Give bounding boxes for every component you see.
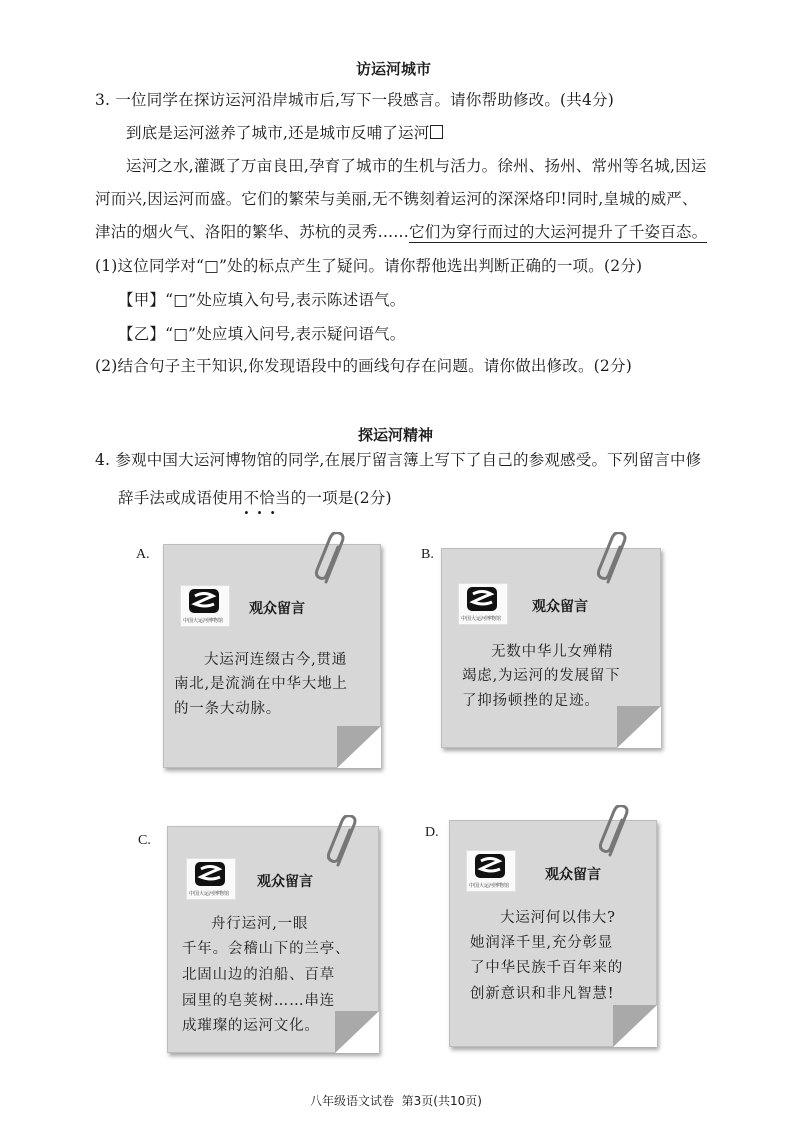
note-a-heading: 观众留言 (249, 601, 305, 617)
museum-logo-icon: 中国大运河博物馆 (180, 585, 230, 627)
underlined-sentence: 它们为穿行而过的大运河提升了千姿百态。 (409, 223, 708, 241)
essay-line-3 (95, 220, 707, 242)
museum-logo-icon: 中国大运河博物馆 (466, 850, 516, 892)
museum-logo-icon: 中国大运河博物馆 (458, 583, 508, 625)
note-c-fold-back (335, 1011, 379, 1053)
note-c-line-5: 成璀璨的运河文化。 (182, 1018, 320, 1034)
note-c-line-4: 园里的皂荚树……串连 (182, 993, 335, 1009)
note-c-line-2: 千年。会稽山下的兰亭、 (182, 941, 351, 957)
essay-line-3-text: 津沽的烟火气、洛阳的繁华、苏杭的灵秀…… (95, 223, 410, 241)
note-d-heading: 观众留言 (545, 867, 601, 883)
essay-line-1: 运河之水,灌溉了万亩良田,孕育了城市的生机与活力。徐州、扬州、常州等名城,因运 (126, 157, 707, 175)
note-a-line-2: 南北,是流淌在中华大地上 (174, 676, 348, 692)
question-3-prompt: 3. 一位同学在探访运河沿岸城市后,写下一段感言。请你帮助修改。(共4分) (95, 91, 615, 109)
note-a-line-3: 的一条大动脉。 (174, 701, 282, 717)
question-4-line-2-pre: 辞手法或成语使用 (118, 489, 244, 507)
note-b-line-1: 无数中华儿女殚精 (491, 644, 614, 660)
option-b-label: B. (421, 547, 434, 562)
section-title-cities: 访运河城市 (356, 60, 432, 78)
emphasized-phrase: 不恰当 · · · (244, 489, 291, 507)
option-c-label: C. (138, 833, 151, 848)
note-c-line-3: 北固山边的泊船、百草 (182, 967, 335, 983)
question-4-line-1: 4. 参观中国大运河博物馆的同学,在展厅留言簿上写下了自己的参观感受。下列留言中修 (95, 451, 702, 469)
note-a-fold-back (337, 726, 381, 768)
option-jia: 【甲】“□”处应填入句号,表示陈述语气。 (118, 291, 406, 309)
essay-heading-text: 到底是运河滋养了城市,还是城市反哺了运河 (126, 124, 430, 142)
page-footer: 八年级语文试卷 第3页(共10页) (310, 1094, 482, 1108)
museum-logo-icon: 中国大运河博物馆 (186, 858, 236, 900)
question-4-line-2-post: 的一项是(2分) (290, 489, 392, 507)
paperclip-icon (326, 815, 366, 873)
note-c-heading: 观众留言 (257, 874, 313, 890)
sub-question-2: (2)结合句子主干知识,你发现语段中的画线句存在问题。请你做出修改。(2分) (95, 357, 632, 375)
note-d-fold-back (613, 1005, 657, 1047)
section-title-spirit: 探运河精神 (358, 426, 434, 444)
paperclip-icon (596, 532, 636, 590)
note-b-line-2: 竭虑,为运河的发展留下 (462, 668, 621, 684)
note-d-line-3: 了中华民族千百年来的 (470, 960, 623, 976)
essay-line-2: 河而兴,因运河而盛。它们的繁荣与美丽,无不镌刻着运河的深深烙印!同时,皇城的威严、 (95, 190, 698, 208)
option-d-label: D. (425, 825, 439, 840)
paperclip-icon (598, 805, 638, 863)
note-b-line-3: 了抑扬顿挫的足迹。 (462, 693, 600, 709)
note-d-line-2: 她润泽千里,充分彰显 (470, 935, 614, 951)
paperclip-icon (314, 532, 354, 590)
essay-heading (126, 121, 443, 143)
option-yi: 【乙】“□”处应填入问号,表示疑问语气。 (118, 325, 406, 343)
sub-question-1: (1)这位同学对“□”处的标点产生了疑问。请你帮他选出判断正确的一项。(2分) (95, 257, 643, 275)
question-4-line-2 (118, 486, 392, 508)
note-a-line-1: 大运河连缀古今,贯通 (204, 652, 348, 668)
note-d-line-4: 创新意识和非凡智慧! (470, 986, 615, 1002)
blank-box (430, 125, 443, 139)
note-b-heading: 观众留言 (532, 599, 588, 615)
option-a-label: A. (136, 547, 150, 562)
note-c-line-1: 舟行运河,一眼 (211, 916, 309, 932)
note-b-fold-back (617, 706, 661, 748)
note-d-line-1: 大运河何以伟大? (500, 910, 616, 926)
